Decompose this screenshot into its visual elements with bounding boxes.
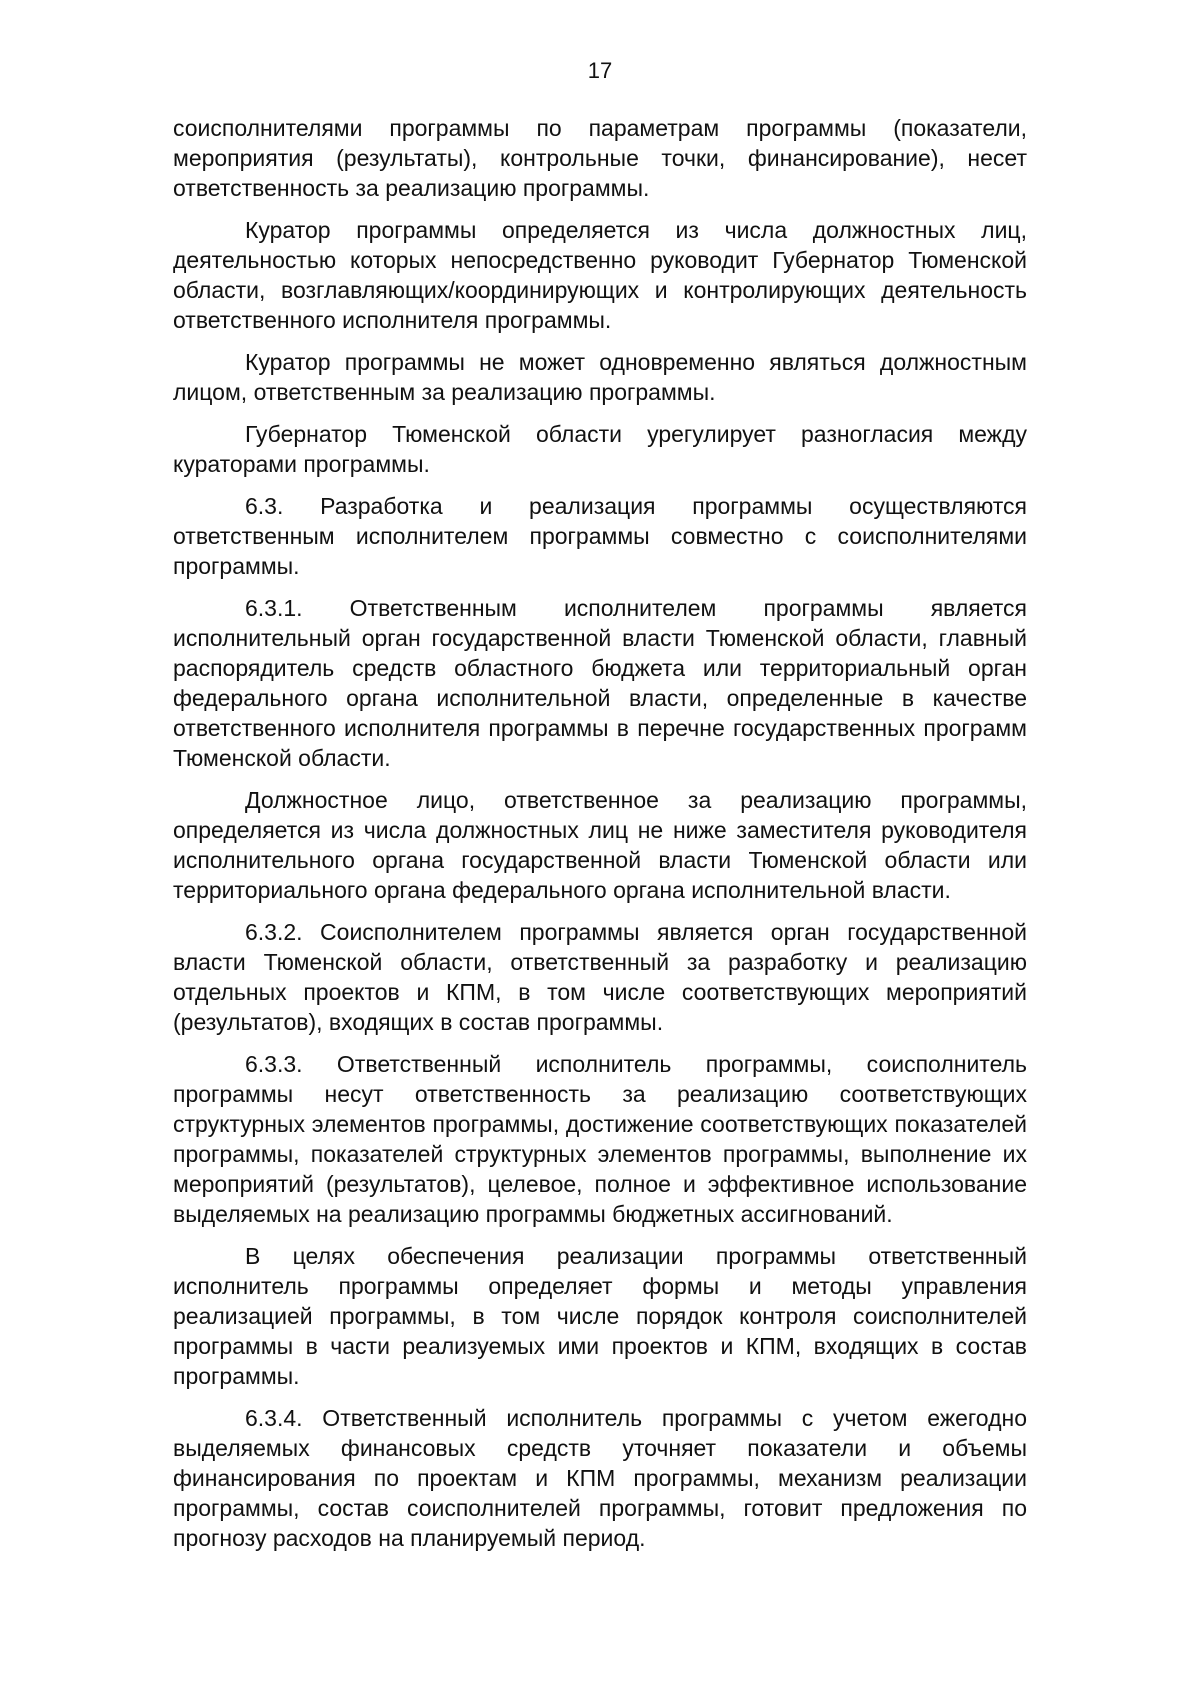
- paragraph-management: В целях обеспечения реализации программы ответственный исполнитель программы определяет формы и методы управления реализацией программы, в том числе порядок контроля соисполнителей программы в части реализуемых ими проектов и КПМ, входящих в состав программы.: [173, 1243, 1027, 1389]
- paragraph-6-3-2: 6.3.2. Соисполнителем программы является орган государственной власти Тюменской области, ответственный за разработку и реализацию отдельных проектов и КПМ, в том числе соответствующих мероприятий (результатов), входящих в состав программы.: [173, 919, 1027, 1035]
- paragraph-6-3-4: 6.3.4. Ответственный исполнитель программы с учетом ежегодно выделяемых финансовых средств уточняет показатели и объемы финансирования по проектам и КПМ программы, механизм реализации программы, состав соисполнителей программы, готовит предложения по прогнозу расходов на планируемый период.: [173, 1405, 1027, 1551]
- document-body: [173, 113, 1027, 1565]
- paragraph-6-3-3: 6.3.3. Ответственный исполнитель программы, соисполнитель программы несут ответственность за реализацию соответствующих структурных элементов программы, достижение соответствующих показателей программы, показателей структурных элементов программы, выполнение их мероприятий (результатов), целевое, полное и эффективное использование выделяемых на реализацию программы бюджетных ассигнований.: [173, 1051, 1027, 1227]
- paragraph-6-3: 6.3. Разработка и реализация программы осуществляются ответственным исполнителем программы совместно с соисполнителями программы.: [173, 493, 1027, 579]
- paragraph-curator-definition: Куратор программы определяется из числа должностных лиц, деятельностью которых непосредственно руководит Губернатор Тюменской области, возглавляющих/координирующих и контролирующих деятельность ответственного исполнителя программы.: [173, 217, 1027, 333]
- paragraph-continuation: соисполнителями программы по параметрам программы (показатели, мероприятия (результаты), контрольные точки, финансирование), несет ответственность за реализацию программы.: [173, 115, 1027, 201]
- paragraph-curator-restriction: Куратор программы не может одновременно являться должностным лицом, ответственным за реализацию программы.: [173, 349, 1027, 405]
- paragraph-6-3-1: 6.3.1. Ответственным исполнителем программы является исполнительный орган государственной власти Тюменской области, главный распорядитель средств областного бюджета или территориальный орган федерального органа исполнительной власти, определенные в качестве ответственного исполнителя программы в перечне государственных программ Тюменской области.: [173, 595, 1027, 771]
- paragraph-official: Должностное лицо, ответственное за реализацию программы, определяется из числа должностных лиц не ниже заместителя руководителя исполнительного органа государственной власти Тюменской области или территориального органа федерального органа исполнительной власти.: [173, 787, 1027, 903]
- page-number: 17: [587, 58, 613, 83]
- paragraph-governor-disputes: Губернатор Тюменской области урегулирует разногласия между кураторами программы.: [173, 421, 1027, 477]
